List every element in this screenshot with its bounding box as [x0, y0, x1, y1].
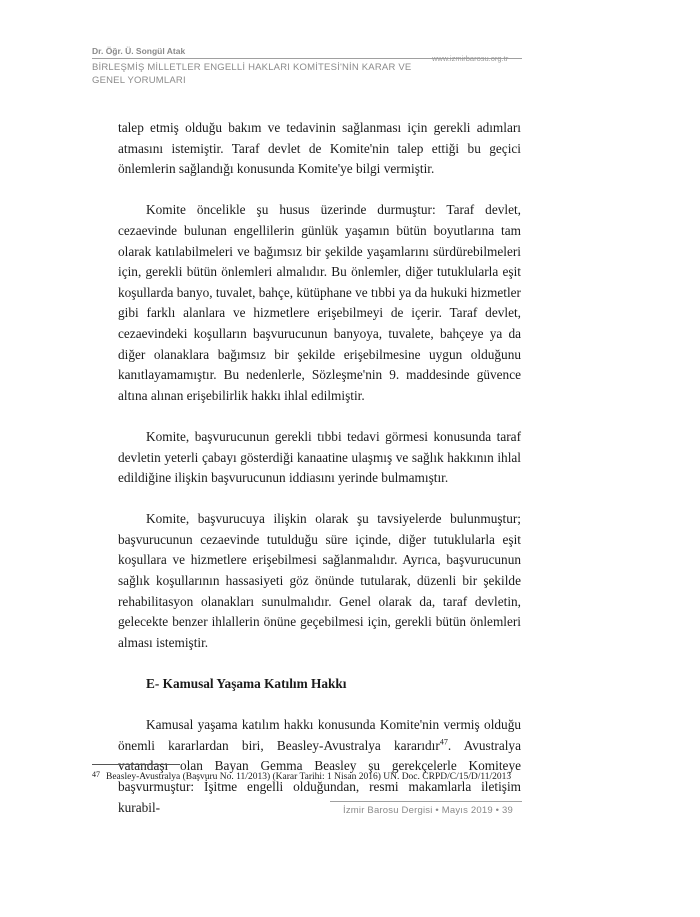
section-heading: E- Kamusal Yaşama Katılım Hakkı: [146, 676, 347, 692]
footnote-reference: 47: [439, 737, 448, 747]
paragraph-3: Komite, başvurucunun gerekli tıbbi tedavi görmesi konusunda taraf devletin yeterli çabayı gösterdiği kanaatine ulaşmış ve sağlık hakkının ihlal edildiğine ilişkin başvurucunun iddiasını yerinde bulmamıştır.: [118, 428, 521, 486]
paragraph-5-text-a: Kamusal yaşama katılım hakkı konusunda Komite'nin vermiş olduğu önemli kararlardan biri, Beasley-Avustralya kararıdır: [118, 717, 521, 753]
paragraph-2: Komite öncelikle şu husus üzerinde durmuştur: Taraf devlet, cezaevinde bulunan engellilerin günlük yaşamın bütün boyutlarına tam olarak katılabilmeleri ve bağımsız bir şekilde yaşamlarını sürdürebilmeleri için, gerekli bütün önlemleri almalıdır. Bu önlemler, diğer tutuklularla eşit koşullarda banyo, tuvalet, bahçe, kütüphane ve tıbbi ya da hukuki hizmetler gibi farklı alanlara ve hizmetlere erişebilmeyi de içerir. Taraf devlet, cezaevindeki koşulların başvurucunun banyoya, tuvalete, bahçeye ya da diğer olanaklara bağımsız bir şekilde erişebilmesine uygun olduğunu kanıtlayamamıştır. Bu nedenlerle, Sözleşme'nin 9. maddesinde güvence altına alınan erişebilirlik hakkı ihlal edilmiştir.: [118, 202, 521, 403]
header-title: BİRLEŞMİŞ MİLLETLER ENGELLİ HAKLARI KOMİTESİ'NİN KARAR VE GENEL YORUMLARI: [92, 62, 412, 86]
footer-rule: [330, 801, 522, 802]
footnote: [92, 770, 522, 784]
paragraph-5: [118, 715, 521, 818]
header-author: Dr. Öğr. Ü. Songül Atak: [92, 46, 186, 56]
footnote-rule: [92, 764, 180, 765]
footer-info: İzmir Barosu Dergisi • Mayıs 2019 • 39: [343, 805, 514, 816]
footnote-text: Beasley-Avustralya (Başvuru No. 11/2013) (Karar Tarihi: 1 Nisan 2016) UN. Doc. CRPD/C/15/D/11/2013: [106, 772, 512, 782]
paragraph-4: Komite, başvurucuya ilişkin olarak şu tavsiyelerde bulunmuştur; başvurucunun cezaevinde tutulduğu süre içinde, diğer tutuklularla eşit koşullara ve hizmetlere erişebilmesi sağlanmalıdır. Ayrıca, başvurucunun sağlık koşullarının hassasiyeti göz önünde tutularak, düzenli bir şekilde rehabilitasyon olanakları sunulmalıdır. Genel olarak da, taraf devletin, gelecekte benzer ihlallerin önüne geçebilmesi için, gerekli bütün önlemleri alması istemiştir.: [118, 511, 521, 650]
paragraph-1: talep etmiş olduğu bakım ve tedavinin sağlanması için gerekli adımları atmasını istemiştir. Taraf devlet de Komite'nin talep ettiği bu geçici önlemlerin sağlandığı konusunda Komite'ye bilgi vermiştir.: [118, 120, 521, 177]
article-body: [118, 118, 521, 818]
paragraph-5-text-b: . Avustralya vatandaşı olan Bayan Gemma Beasley şu gerekçelerle Komiteye başvurmuştur: İşitme engelli olduğundan, resmi makamlarla iletişim kurabil-: [118, 737, 521, 815]
footnote-number: 47: [92, 770, 100, 779]
header-url: www.izmirbarosu.org.tr: [432, 54, 509, 63]
